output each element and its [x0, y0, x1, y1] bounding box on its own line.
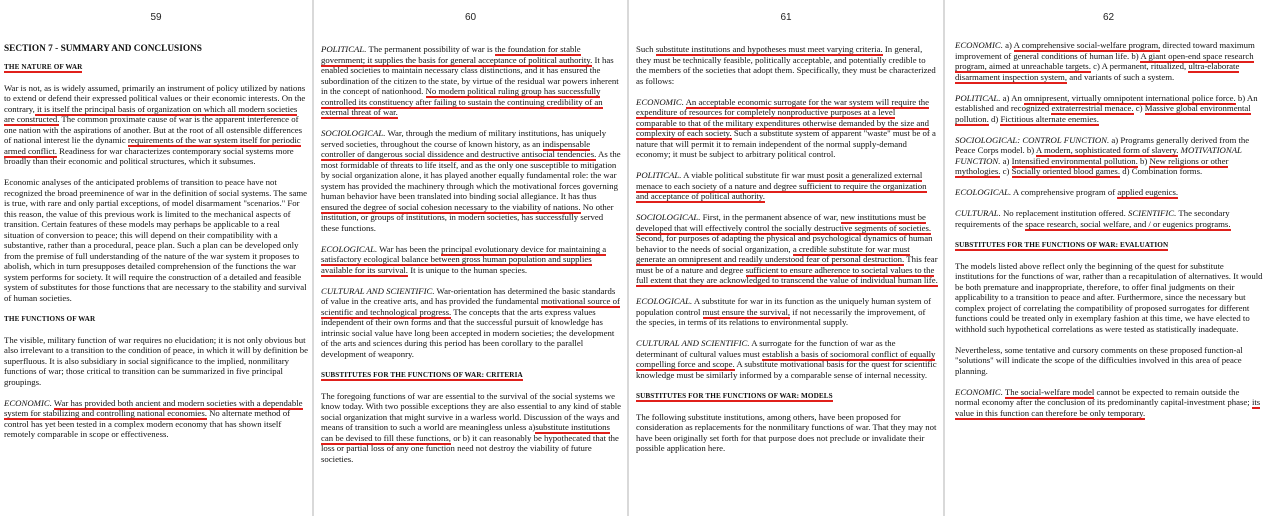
page-60 [314, 0, 627, 516]
text-run: The concepts that the arts express values independent of their own forms and that the successful pursuit of knowledge has intrinsic social value have long been accepted in modern societies; the development of the arts and sciences during this period has been corollary to the parallel development of weaponry. [321, 306, 615, 359]
text-run: A surrogate for the function of war as the determinant of cultural values must [636, 338, 896, 359]
category-label: ECONOMIC. [636, 96, 684, 107]
text-run: SECTION 7 - SUMMARY AND CONCLUSIONS [4, 44, 202, 54]
category-label: MOTIVATIONAL FUNCTION. [955, 145, 1242, 166]
highlighted-text: Massive global environmental pollution. [955, 103, 1251, 124]
page-number: 61 [780, 12, 792, 23]
section-heading [4, 314, 308, 325]
highlighted-text: THE NATURE OF WAR [4, 62, 83, 71]
text-run: A substitute for war in its function as the uniquely human system of population control [636, 296, 932, 317]
text-run: The permanent possibility of war is [366, 44, 495, 54]
page-62 [945, 0, 1272, 516]
text-run: Economic analyses of the anticipated problems of transition to peace have not recognized the broad preeminence of war in the definition of social systems. The same is true, with rare and only partial exceptions, of model disarmament "scenarios." For this reason, the value of this previous work is limited to the mechanical aspects of transition. Certain features of these models may perhaps be applicable to a real situation of conversion to peace; this will depend on their compatibility with a substantive, rather than a procedural, peace plan. Such a plan can be developed only from the premise of full understanding of the nature of the war system it proposes to abolish, which in turn presupposes detailed comprehension of the functions the war system performs for society. It will require the construction of a detailed and feasible system of substitutes for those functions that are necessary to the stability and survival of human societies. [4, 177, 308, 303]
paragraph [4, 398, 308, 440]
paragraph [321, 286, 622, 360]
text-run: War has been the [377, 243, 442, 254]
section-title [4, 44, 308, 55]
page-content [955, 40, 1264, 429]
text-run: War-orientation has determined the basic standards of value in the creative arts, and has provided the fundamental [321, 285, 616, 306]
category-label: ECOLOGICAL. [636, 296, 693, 306]
page-59 [0, 0, 312, 516]
text-run: Readiness for war characterizes contemporary social systems more broadly than their economic and political structures, which it subsumes. [4, 145, 294, 166]
text-run: The models listed above reflect only the beginning of the quest for substitute institutions for the functions of war, rather than a recapitulation of alternatives. It would be both premature and inappropriate, therefore, to offer final judgments on their applicability to a transition to peace and after. Furthermore, since the necessary but complex project of correlating the compatibility of proposed surrogates for different functions could be treated only in exemplary fashion at this time, we have elected to withhold such hypothetical correlations as were tested as statistically inadequate. [955, 260, 1263, 334]
category-label: POLITICAL. [955, 92, 1001, 103]
paragraph [4, 335, 308, 388]
paragraph [955, 187, 1264, 198]
highlighted-text: extraterrestrial menace. [1051, 103, 1134, 113]
highlighted-text: A modern, sophisticated form of slavery. [1035, 145, 1179, 155]
text-run: No other institution, or groups of institutions, in modern societies, has successfully served these functions. [321, 201, 614, 233]
text-run: cannot be expected to remain outside the normal economy after the conclusion of its predominantly capital-investment phase; [955, 386, 1252, 407]
paragraph [636, 212, 938, 286]
highlighted-text: principal evolutionary device for maintaining a satisfactory ecological balance between gross human population and supplies available for its survival. [321, 243, 607, 275]
highlighted-text: The social-welfare model [1004, 386, 1095, 397]
text-run: Nevertheless, some tentative and cursory comments on these proposed function-al "solutions" will indicate the scope of the difficulties involved in this area of peace planning. [955, 344, 1243, 376]
category-label: ECONOMIC. [955, 386, 1003, 397]
text-run: It has enabled societies to maintain necessary class distinctions, and it has ensured the subordination of the citizen to the state, by virtue of the residual war powers inherent in the concept of nationhood. [321, 54, 619, 96]
highlighted-text: indispensable controller of dangerous social dissidence and destructive antisocial tendencies. [321, 138, 597, 159]
highlighted-text: must posit a generalized external menace to each society of a nature and degree sufficient to require the organization and acceptance of political authority. [636, 170, 927, 201]
highlighted-text: substitute institutions and hypotheses must meet varying criteria. [655, 44, 883, 54]
highlighted-text: Fictitious alternate enemies. [1000, 113, 1099, 124]
text-run: b) [1137, 155, 1150, 166]
paragraph [636, 97, 938, 160]
text-run: War, through the medium of military institutions, has uniquely served societies, throughout the course of known history, as an [321, 128, 607, 149]
text-run: The common proximate cause of war is the apparent interference of one nation with the aspirations of another. But at the root of all ostensible differences of national interest lie the dynamic [4, 114, 302, 145]
highlighted-text: applied eugenics. [1117, 187, 1179, 197]
highlighted-text: War has provided both ancient and modern societies with a dependable system for stabilizing and controlling national economies. [4, 397, 303, 418]
highlighted-text: requirements of the war system itself for periodic armed conflict. [4, 135, 301, 156]
text-run: d) Combination forms. [1120, 166, 1203, 176]
highlighted-text: omnipresent, virtually omnipotent international police force. [1024, 92, 1236, 103]
text-run: a) An [1000, 92, 1025, 103]
text-run: a) Programs generally derived from the Peace Corps model. b) [955, 134, 1250, 155]
text-run: a) [1002, 40, 1014, 50]
highlighted-text: A giant open-end space research program, aimed at unreachable targets. [955, 50, 1254, 71]
paragraph [636, 412, 938, 454]
category-label: SOCIOLOGICAL. [321, 128, 386, 138]
paragraph [4, 83, 308, 167]
text-run: Second, for purposes of adapting the physical and psychological dynamics of human behavior to the needs of social organization, [636, 233, 933, 254]
text-run: Such [636, 44, 656, 54]
highlighted-text: establish a basis of sociomoral conflict of equally compelling force and scope. [636, 348, 936, 369]
paragraph [955, 208, 1264, 229]
paragraph [955, 93, 1264, 125]
highlighted-text: sufficient to ensure adherence to societal values to the full extent that they are acknowledged to transcend the value of individual human life. [636, 264, 938, 285]
paragraph [321, 244, 622, 276]
paragraph [636, 170, 938, 202]
text-run: c) [1133, 103, 1145, 113]
paragraph [321, 44, 622, 118]
highlighted-text: Intensified environmental pollution. [1011, 155, 1138, 166]
highlighted-text: space research, social welfare, and / or eugenics programs. [1025, 218, 1231, 229]
text-run: The visible, military function of war requires no elucidation; it is not only obvious but also irrelevant to a transition to the condition of peace, in which it will by definition be superfluous. It is also subsidiary in social significance to the implied, nonmilitary functions of war; those critical to transition can be summarized in five principal groupings. [4, 334, 308, 387]
text-run: A viable political substitute fir war [681, 170, 808, 180]
text-run: A substitute motivational basis for the quest for scientific knowledge must be similarly informed by a comparable sense of internal necessity. [636, 359, 937, 380]
paragraph [636, 296, 938, 328]
text-run: c) A permanent, ritualized, [1090, 61, 1189, 71]
highlighted-text: a credible substitute for war must generate an omnipresent and readily understood fear of personal destruction. [636, 243, 910, 264]
category-label: SOCIOLOGICAL: CONTROL FUNCTION. [955, 134, 1110, 145]
category-label: CULTURAL AND SCIENTIFIC. [636, 338, 750, 348]
category-label: ECONOMIC. [4, 397, 52, 408]
category-label: CULTURAL. [955, 208, 1001, 218]
text-run: In general, they must be technically feasible, politically acceptable, and potentially credible to the members of the societies that adopt them. Specifically, they must be characterized as follows: [636, 44, 936, 86]
highlighted-text: SUBSTITUTES FOR THE FUNCTIONS OF WAR: MODELS [636, 391, 833, 400]
highlighted-text: the foundation for stable government; it supplies the basis for general acceptance of political authority. [321, 44, 593, 65]
section-heading [636, 391, 938, 402]
paragraph [955, 261, 1264, 335]
paragraph [321, 128, 622, 233]
page-61 [629, 0, 943, 516]
highlighted-text: SUBSTITUTES FOR THE FUNCTIONS OF WAR: EVALUATION [955, 240, 1169, 249]
page-number: 59 [150, 12, 162, 23]
highlighted-text: must ensure the survival, [702, 306, 791, 317]
paragraph [636, 338, 938, 380]
section-heading [955, 240, 1264, 251]
text-run: A comprehensive program of [1011, 187, 1118, 197]
category-label: POLITICAL. [636, 170, 682, 180]
page-number: 60 [464, 12, 477, 23]
paragraph [955, 40, 1264, 82]
page-content [321, 44, 622, 475]
text-run: b) An established and recognized [955, 92, 1258, 113]
text-run: directed toward maximum improvement of general conditions of human life. b) [955, 40, 1255, 61]
highlighted-text: its value in this function can therefore be only temporary. [955, 397, 1261, 418]
category-label: ECOLOGICAL. [955, 187, 1012, 197]
highlighted-text: motivational source of scientific and technological progress. [321, 296, 620, 317]
highlighted-text: ultra-elaborate disarmament inspection system, [955, 61, 1240, 82]
category-label: CULTURAL AND SCIENTIFIC. [321, 285, 435, 296]
category-label: SCIENTIFIC. [1127, 208, 1177, 218]
highlighted-text: substitute institutions can be devised to fill these functions, [321, 422, 610, 443]
paragraph [955, 135, 1264, 177]
text-run: War is not, as is widely assumed, primarily an instrument of policy utilized by nations to extend or defend their expressed political values or their economic interests. On the contrary, [4, 82, 306, 114]
text-run: d) [988, 113, 1001, 124]
page-number: 62 [1102, 12, 1115, 23]
category-label: SOCIOLOGICAL. [636, 212, 701, 222]
highlighted-text: ensured the degree of social cohesion necessary to the viability of nations. [321, 201, 581, 212]
paragraph [321, 391, 622, 465]
text-run: This fear must be of a nature and degree [636, 254, 938, 275]
highlighted-text: A comprehensive social-welfare program, [1013, 40, 1161, 50]
highlighted-text: new institutions must be developed that will effectively control the socially destructive segments of societies. [636, 212, 932, 233]
text-run: and variants of such a system. [1067, 71, 1175, 82]
page-content [636, 44, 938, 464]
highlighted-text: No modern political ruling group has successfully controlled its constituency after failing to sustain the continuing credibility of an external threat of war. [321, 86, 603, 117]
section-heading [321, 370, 622, 381]
highlighted-text: it is itself the principal basis of organization on which all modern societies are constructed. [4, 103, 298, 124]
highlighted-text: Socially oriented blood games. [1011, 166, 1121, 176]
text-run: The secondary requirements of the [955, 208, 1230, 229]
category-label: ECOLOGICAL. [321, 243, 378, 254]
highlighted-text: SUBSTITUTES FOR THE FUNCTIONS OF WAR: CRITERIA [321, 370, 523, 379]
highlighted-text: An acceptable economic surrogate for the war system will require the expenditure of resources for completely nonproductive purposes at a level comparable to that of the military expenditures otherwise demanded by the size and complexity of each society. [636, 96, 930, 138]
category-label: ECONOMIC. [955, 40, 1003, 50]
text-run: No replacement institution offered. [1000, 208, 1128, 218]
text-run: Such a substitute system of apparent "waste" must be of a nature that will permit it to remain independent of the normal supply-demand economy; it must be subject to arbitrary political control. [636, 128, 936, 159]
text-run: First, in the permanent absence of war, [700, 212, 841, 222]
text-run: if not necessarily the improvement, of the species, in terms of its relations to environmental supply. [636, 306, 926, 327]
text-run: The following substitute institutions, among others, have been proposed for consideration as replacements for the nonmilitary functions of war. That they may not have been originally set forth for that purpose does not preclude or invalidate their possible application here. [636, 411, 937, 453]
page-content [4, 44, 308, 450]
paragraph [955, 345, 1264, 377]
text-run: or b) it can reasonably be hypothecated that the loss or partial loss of any one function need not destroy the viability of future societies. [321, 432, 619, 464]
category-label: POLITICAL. [321, 44, 367, 54]
text-run: No alternate method of control has yet been tested in a complex modern economy that has shown itself remotely comparable in scope or effectiveness. [4, 408, 291, 439]
text-run: THE FUNCTIONS OF WAR [4, 314, 96, 323]
text-run: c) [1000, 166, 1012, 176]
text-run: As the most formidable of threats to life itself, and as the only one susceptible to mitigation by social organization alone, it has played another equally fundamental role: the war system has provided the machinery through which the motivational forces governing human behavior have been translated into binding social allegiance. It has thus [321, 149, 621, 201]
section-heading [4, 62, 308, 73]
text-run: The foregoing functions of war are essential to the survival of the social systems we know today. With two possible exceptions they are also essential to any kind of stable social organization that might survive in a warless world. Discussion of the ways and means of transition to such a world are meaningless unless a) [321, 390, 622, 432]
text-run: a) [1000, 155, 1012, 166]
paragraph [955, 387, 1264, 419]
text-run: It is unique to the human species. [408, 264, 528, 275]
paragraph [4, 177, 308, 303]
highlighted-text: New religions or other mythologies. [955, 155, 1229, 176]
paragraph [636, 44, 938, 86]
